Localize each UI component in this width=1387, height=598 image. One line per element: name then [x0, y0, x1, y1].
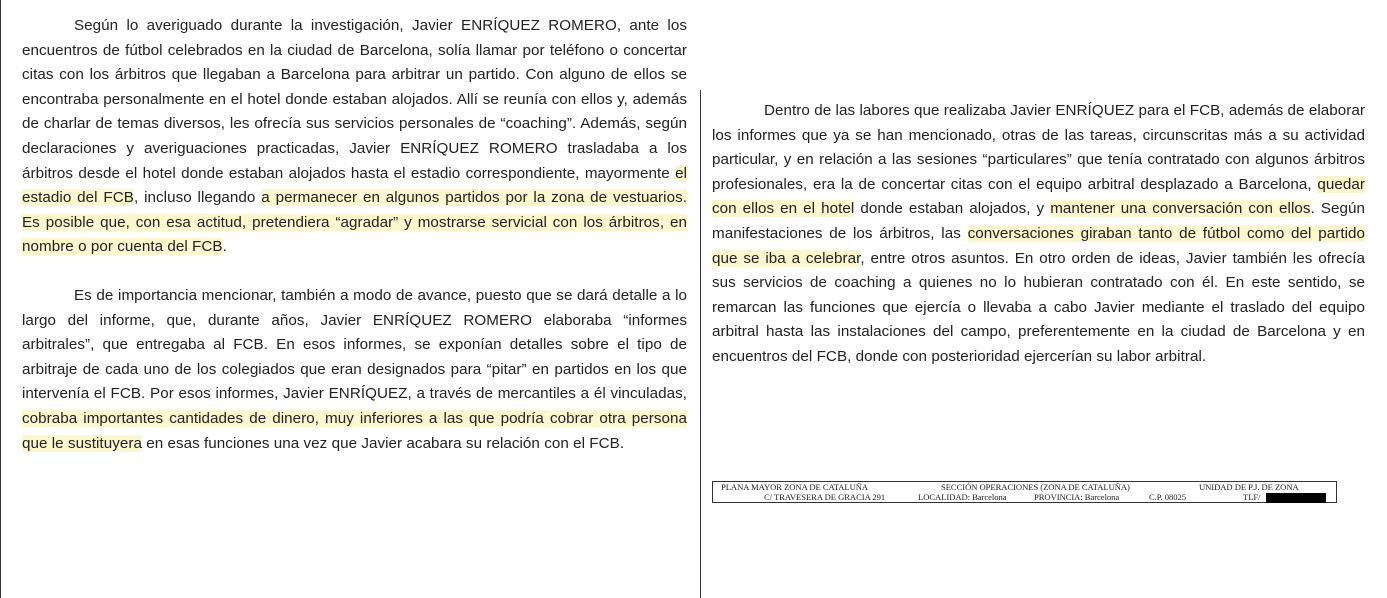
highlighted-text: quedar con ellos en el hotel: [712, 175, 1365, 218]
right-paragraph-1: [712, 99, 1365, 370]
text-segment: , entre otros asuntos. En otro orden de ideas, Javier también les ofrecía sus servicios de coaching a quienes no lo hubieran contratado con él. En este sentido, se remarcan las funciones que ejercía o llevaba a cabo Javier mediante el traslado del equipo arbitral hasta las instalaciones del campo, preferentemente en la ciudad de Barcelona y en encuentros del FCB, donde con posterioridad ejercerían su labor arbitral.: [712, 249, 1365, 365]
text-segment: , incluso llegando: [133, 189, 262, 207]
footer-phone-label: TLF/: [1243, 491, 1261, 502]
footer-section: SECCIÓN OPERACIONES (ZONA DE CATALUÑA): [941, 482, 1130, 492]
left-paragraph-1: [22, 14, 687, 260]
footer-unit-pj: UNIDAD DE P.J. DE ZONA: [1199, 482, 1299, 492]
redacted-phone-bar: [1266, 493, 1326, 503]
text-segment: donde estaban alojados, y: [854, 200, 1051, 218]
text-segment: Dentro de las labores que realizaba Javier ENRÍQUEZ para el FCB, además de elaborar los informes que ya se han mencionado, otras de las tareas, circunscritas más a su actividad particular, y en relación a las sesiones “particulares” que tenía contratado con algunos árbitros profesionales, era la de concertar citas con el equipo arbitral desplazado a Barcelona,: [712, 102, 1365, 193]
document-footer: [712, 481, 1337, 503]
column-divider-line: [700, 90, 701, 598]
footer-unit-name: PLANA MAYOR ZONA DE CATALUÑA: [721, 482, 869, 492]
highlighted-text: a permanecer en algunos partidos por la zona de vestuarios. Es posible que, con esa actitud, pretendiera “agradar” y mostrarse servicial con los árbitros, en nombre o por cuenta del FCB: [22, 189, 687, 256]
footer-province: PROVINCIA: Barcelona: [1034, 491, 1120, 502]
highlighted-text: mantener una conversación con ellos: [1050, 200, 1311, 218]
footer-postal-code: C.P. 08025: [1149, 491, 1186, 502]
highlighted-text: el estadio del FCB: [22, 164, 687, 207]
left-column: [22, 14, 687, 456]
text-segment: Es de importancia mencionar, también a modo de avance, puesto que se dará detalle a lo largo del informe, que, durante años, Javier ENRÍQUEZ ROMERO elaboraba “informes arbitrales”, que entregaba al FCB. En esos informes, se exponían detalles sobre el tipo de arbitraje de cada uno de los colegiados que eran designados para “pitar” en partidos en los que intervenía el FCB. Por esos informes, Javier ENRÍQUEZ, a través de mercantiles a él vinculadas,: [22, 286, 687, 403]
highlighted-text: conversaciones giraban tanto de fútbol como del partido que se iba a celebrar: [712, 224, 1365, 267]
left-paragraph-2: [22, 284, 687, 456]
right-column: [712, 99, 1365, 370]
text-segment: en esas funciones una vez que Javier acabara su relación con el FCB.: [141, 434, 625, 452]
text-segment: . Según manifestaciones de los árbitros, las: [712, 200, 1365, 242]
footer-address: C/ TRAVESERA DE GRACIA 291: [764, 491, 886, 502]
footer-locality: LOCALIDAD: Barcelona: [918, 491, 1007, 502]
text-segment: Según lo averiguado durante la investigación, Javier ENRÍQUEZ ROMERO, ante los encuentros de fútbol celebrados en la ciudad de Barcelona, solía llamar por teléfono o concertar citas con los árbitros que llegaban a Barcelona para arbitrar un partido. Con alguno de ellos se encontraba personalmente en el hotel donde estaban alojados. Allí se reunía con ellos y, además de charlar de temas diversos, les ofrecía sus servicios personales de “coaching”. Además, según declaraciones y averiguaciones practicadas, Javier ENRÍQUEZ ROMERO trasladaba a los árbitros desde el hotel donde estaban alojados hasta el estadio correspondiente, mayormente: [22, 17, 687, 182]
left-margin-line: [0, 0, 1, 598]
highlighted-text: cobraba importantes cantidades de dinero, muy inferiores a las que podría cobrar otra persona que le sustituyera: [22, 409, 687, 452]
text-segment: .: [222, 238, 227, 256]
